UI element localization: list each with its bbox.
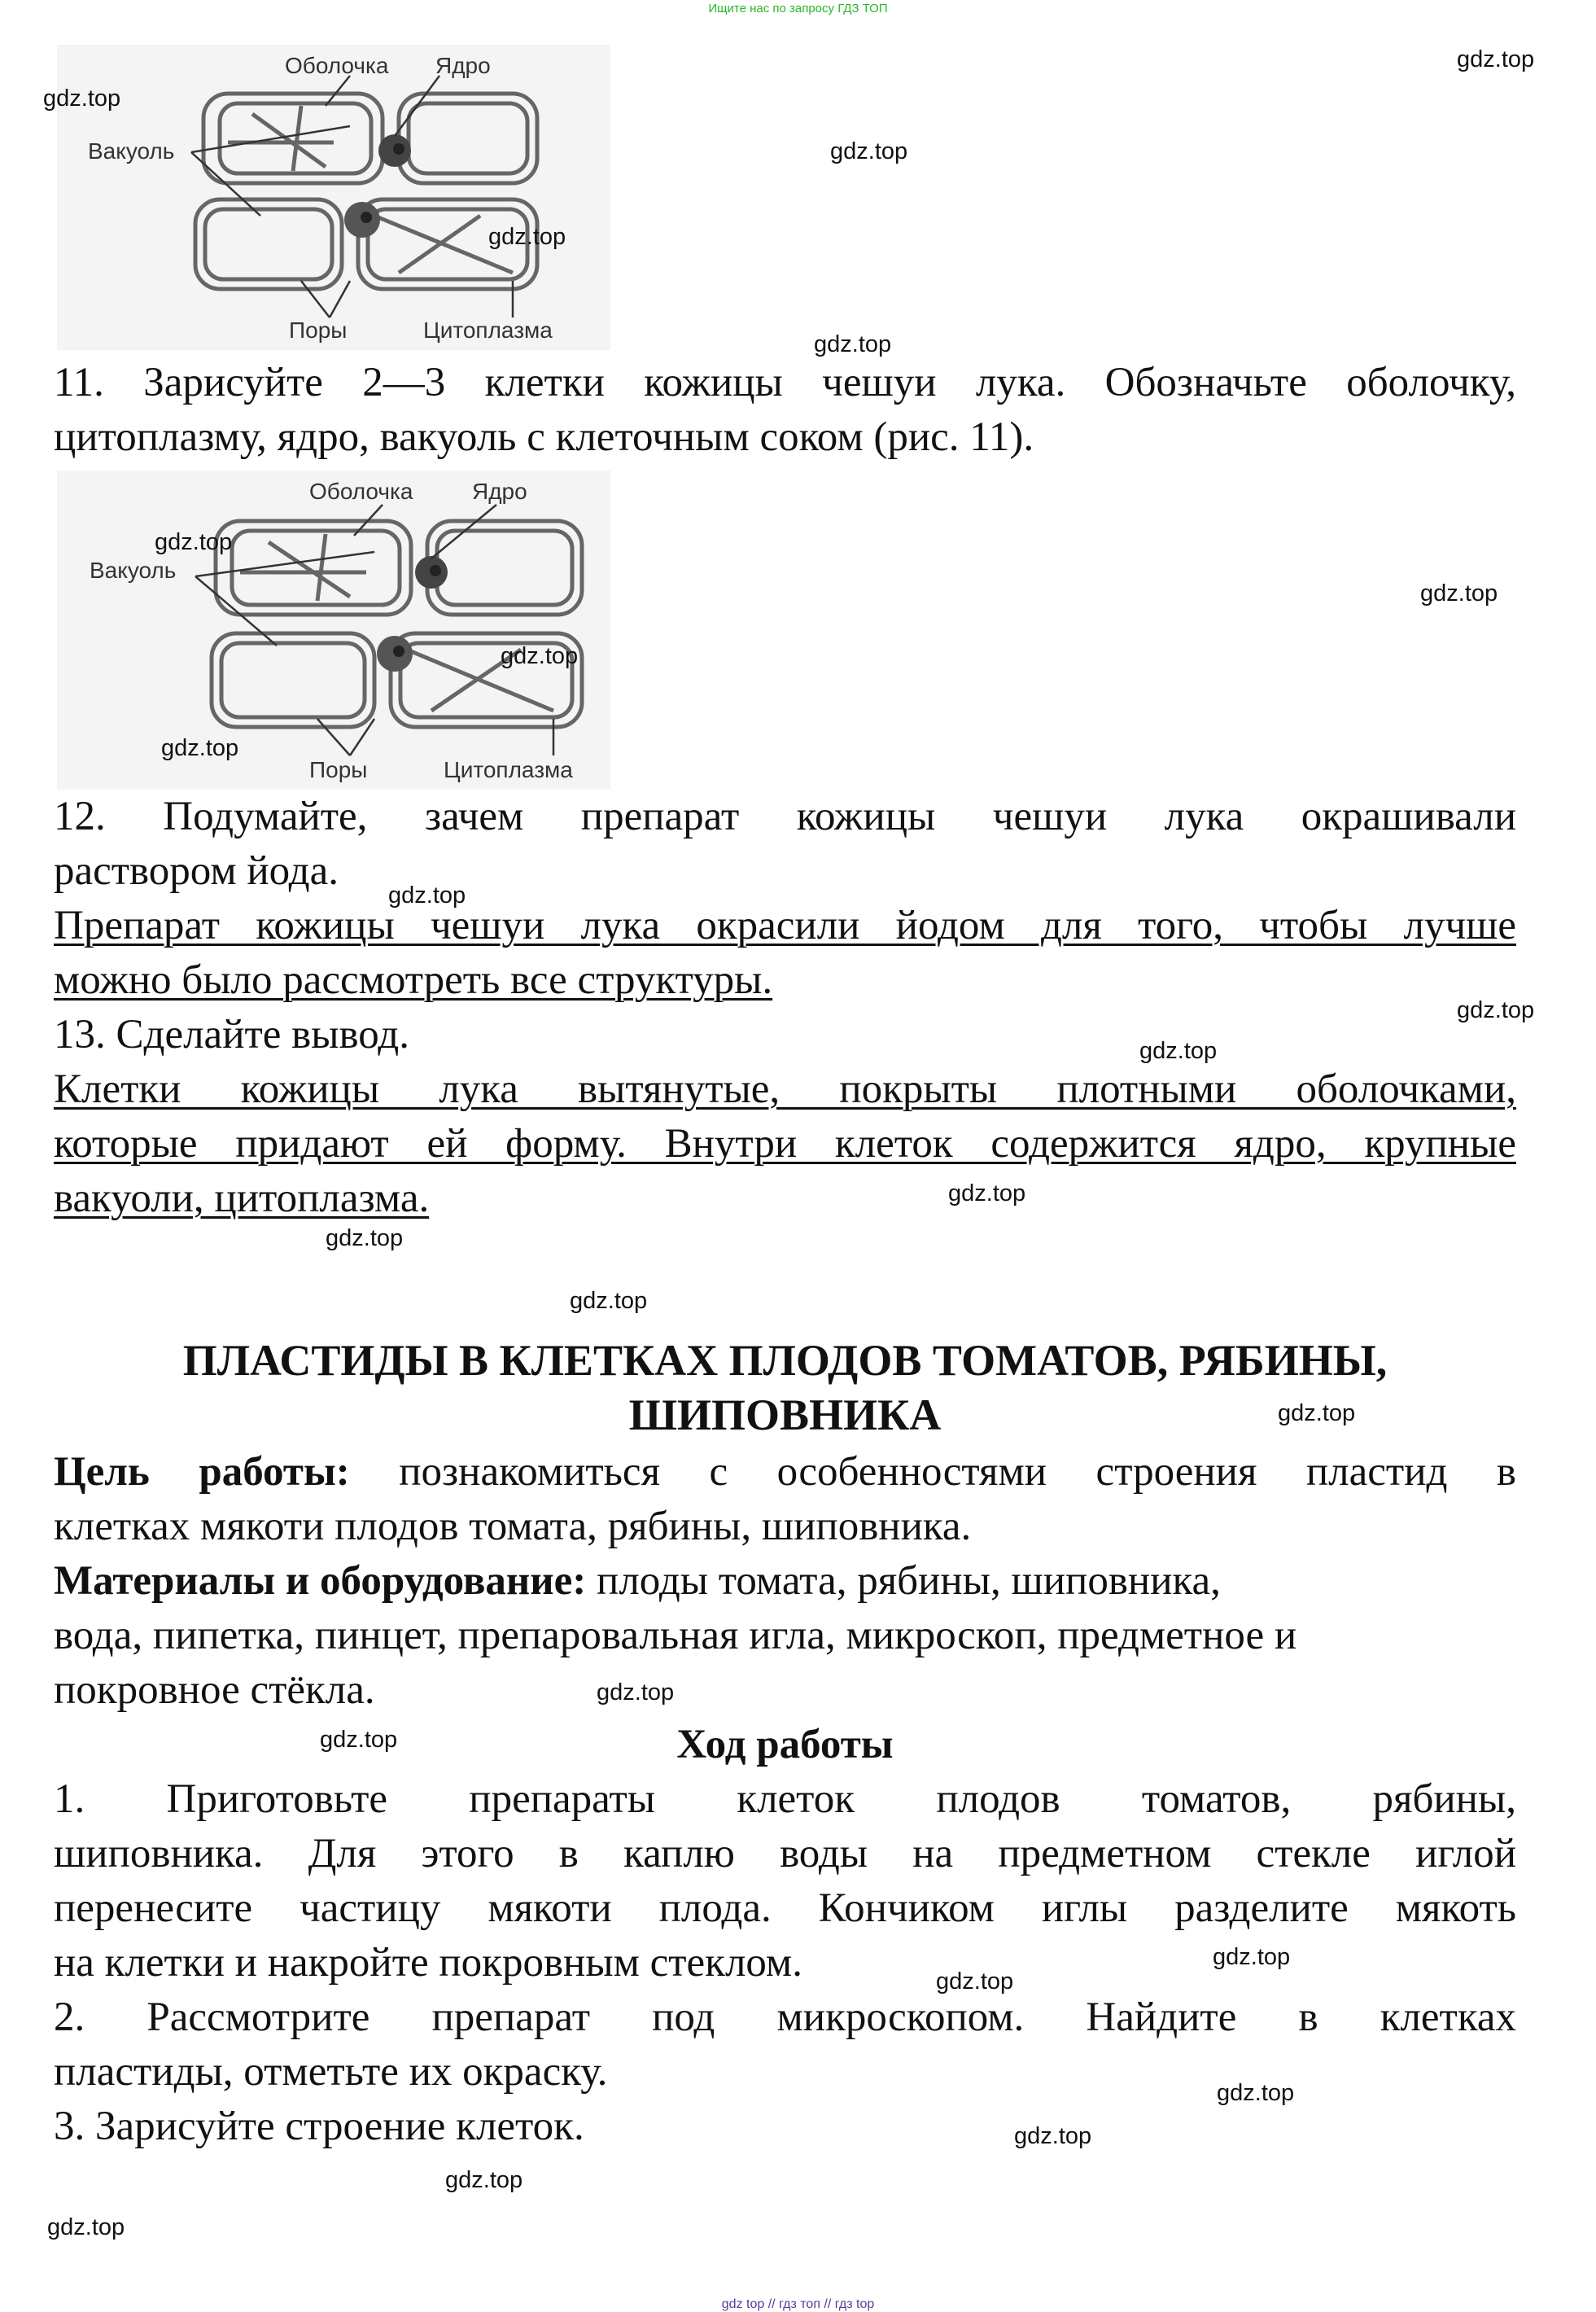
onion-cells-diagram: [57, 45, 610, 350]
watermark: gdz.top: [326, 1225, 404, 1251]
materials-text: плоды томата, рябины, шиповника,: [586, 1558, 1221, 1604]
task-11-line-1: 11. Зарисуйте 2—3 клетки кожицы чешуи лука. Обозначьте оболочку,: [54, 360, 1516, 405]
materials-line-3: покровное стёкла.: [54, 1667, 375, 1713]
watermark: gdz.top: [161, 735, 239, 761]
step-1-line-3: перенесите частицу мякоти плода. Кончиком иглы разделите мякоть: [54, 1885, 1516, 1931]
watermark: gdz.top: [47, 2214, 125, 2240]
step-2-line-1: 2. Рассмотрите препарат под микроскопом. Найдите в клетках: [54, 1995, 1516, 2040]
task-12-line-1: 12. Подумайте, зачем препарат кожицы чешуи лука окрашивали: [54, 794, 1516, 839]
watermark: gdz.top: [445, 2167, 523, 2193]
label-vacuole-2: Вакуоль: [90, 558, 177, 583]
watermark: gdz.top: [597, 1679, 675, 1706]
onion-cells-figure-2: [57, 471, 610, 790]
step-3: 3. Зарисуйте строение клеток.: [54, 2104, 584, 2149]
watermark: gdz.top: [1217, 2080, 1295, 2106]
watermark: gdz.top: [388, 882, 466, 909]
label-cytoplasm: Цитоплазма: [423, 317, 553, 343]
watermark: gdz.top: [814, 331, 892, 357]
watermark: gdz.top: [1420, 580, 1498, 606]
watermark: gdz.top: [43, 85, 121, 112]
goal-line-1: [54, 1445, 1516, 1500]
label-membrane: Оболочка: [285, 53, 389, 78]
section-title-line-1: ПЛАСТИДЫ В КЛЕТКАХ ПЛОДОВ ТОМАТОВ, РЯБИНЫ,: [182, 1336, 1388, 1385]
task-12-answer-line-2: можно было рассмотреть все структуры.: [54, 957, 773, 1003]
label-nucleus: Ядро: [435, 53, 491, 78]
onion-cells-figure-1: [57, 45, 610, 350]
label-pores-2: Поры: [309, 757, 368, 782]
watermark: gdz.top: [1457, 46, 1535, 72]
materials-label: Материалы и оборудование:: [54, 1558, 587, 1604]
label-membrane-2: Оболочка: [309, 479, 413, 504]
goal-line-2: клетках мякоти плодов томата, рябины, шиповника.: [54, 1504, 972, 1549]
top-banner: Ищите нас по запросу ГДЗ ТОП: [708, 2, 888, 15]
watermark: gdz.top: [570, 1288, 648, 1314]
task-13-answer-line-1: Клетки кожицы лука вытянутые, покрыты плотными оболочками,: [54, 1066, 1516, 1112]
watermark: gdz.top: [936, 1968, 1014, 1995]
watermark: gdz.top: [830, 138, 908, 164]
step-1-line-2: шиповника. Для этого в каплю воды на предметном стекле иглой: [54, 1831, 1516, 1876]
section-title-line-2: ШИПОВНИКА: [628, 1390, 942, 1439]
watermark: gdz.top: [501, 643, 579, 669]
progress-title: Ход работы: [676, 1722, 894, 1767]
watermark: gdz.top: [155, 529, 233, 555]
task-13-answer-line-2: которые придают ей форму. Внутри клеток содержится ядро, крупные: [54, 1121, 1516, 1167]
onion-cells-diagram-2: [57, 471, 610, 790]
step-2-line-2: пластиды, отметьте их окраску.: [54, 2049, 608, 2095]
footer-links: gdz top // гдз топ // гдз top: [721, 2297, 875, 2311]
watermark: gdz.top: [1014, 2123, 1092, 2149]
watermark: gdz.top: [1457, 997, 1535, 1023]
label-cytoplasm-2: Цитоплазма: [444, 757, 573, 782]
watermark: gdz.top: [1139, 1038, 1218, 1064]
label-nucleus-2: Ядро: [472, 479, 527, 504]
task-13-answer-line-3: вакуоли, цитоплазма.: [54, 1176, 430, 1221]
step-1-line-1: 1. Приготовьте препараты клеток плодов томатов, рябины,: [54, 1776, 1516, 1822]
watermark: gdz.top: [320, 1727, 398, 1753]
watermark: gdz.top: [488, 224, 566, 250]
watermark: gdz.top: [1278, 1400, 1356, 1426]
task-13-question: 13. Сделайте вывод.: [54, 1012, 409, 1057]
goal-label: Цель работы:: [54, 1449, 350, 1495]
label-pores: Поры: [289, 317, 348, 343]
label-vacuole: Вакуоль: [88, 138, 175, 164]
task-12-line-2: раствором йода.: [54, 848, 339, 894]
step-1-line-4: на клетки и накройте покровным стеклом.: [54, 1940, 802, 1986]
materials-line-2: вода, пипетка, пинцет, препаровальная игла, микроскоп, предметное и: [54, 1613, 1297, 1658]
task-11-line-2: цитоплазму, ядро, вакуоль с клеточным соком (рис. 11).: [54, 414, 1034, 460]
task-12-answer-line-1: Препарат кожицы чешуи лука окрасили йодом для того, чтобы лучше: [54, 903, 1516, 948]
watermark: gdz.top: [948, 1180, 1026, 1206]
materials-line-1: [54, 1554, 1516, 1609]
watermark: gdz.top: [1213, 1944, 1291, 1970]
goal-text: познакомиться с особенностями строения пластид в: [349, 1449, 1516, 1495]
